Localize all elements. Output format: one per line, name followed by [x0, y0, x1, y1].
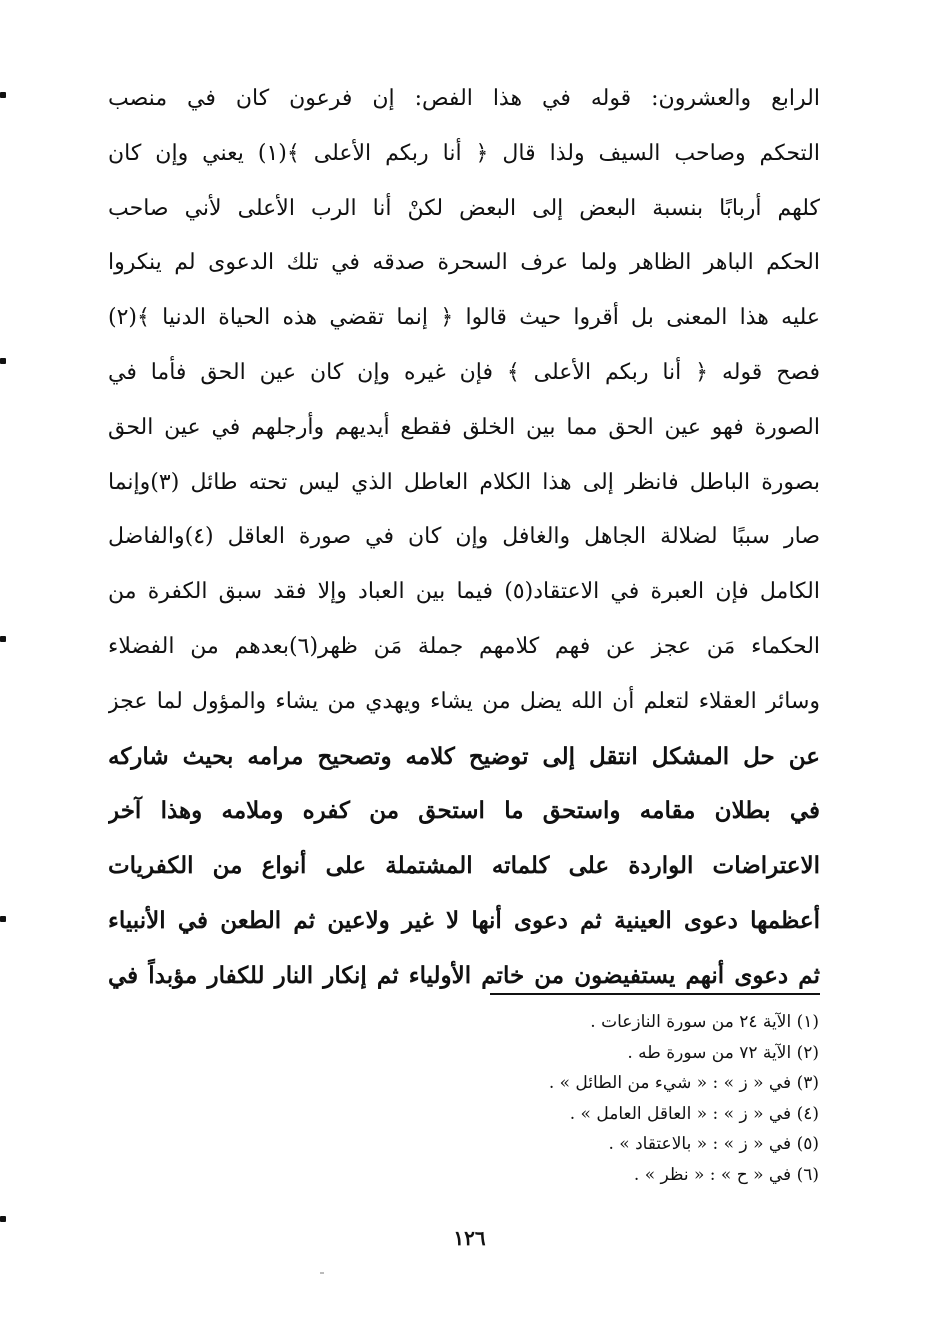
scan-speck — [320, 1272, 324, 1274]
text-line-bold: ثم دعوى أنهم يستفيضون من خاتم الأولياء ثم إنكار النار للكفار مؤبداً في — [108, 961, 820, 989]
text-line: صار سببًا لضلالة الجاهل والغافل وإن كان في صورة العاقل (٤)والفاضل — [108, 524, 820, 550]
footnote: (٤) في « ز » : « العاقل العامل » . — [569, 1103, 819, 1124]
scan-edge-mark — [0, 636, 6, 642]
scan-edge-mark — [0, 916, 6, 922]
text-line-bold: في بطلان مقامه واستحق ما استحق من كفره وملامه وهذا آخر — [108, 797, 820, 825]
text-line: بصورة الباطل فانظر إلى هذا الكلام العاطل الذي ليس تحته طائل (٣)وإنما — [108, 469, 820, 495]
footnote: (٦) في « ح » : « نظر » . — [633, 1164, 819, 1185]
text-line: الحكم الباهر الظاهر ولما عرف السحرة صدقه في تلك الدعوى لم ينكروا — [108, 250, 820, 276]
footnotes — [399, 1007, 819, 1191]
footnote: (٣) في « ز » : « شيء من الطائل » . — [548, 1073, 819, 1094]
text-line-bold: أعظمها دعوى العينية ثم دعوى أنها لا غير ولاعين ثم الطعن في الأنبياء — [108, 906, 820, 934]
text-line: فصح قوله ﴿ أنا ربكم الأعلى ﴾ فإن غيره وإن كان عين الحق فأما في — [108, 359, 820, 385]
text-line-bold: الاعتراضات الواردة على كلماته المشتملة على أنواع من الكفريات — [108, 852, 820, 880]
text-line-bold: عن حل المشكل انتقل إلى توضيح كلامه وتصحيح مرامه بحيث شاركه — [108, 742, 820, 770]
text-line: التحكم وصاحب السيف ولذا قال ﴿ أنا ربكم الأعلى ﴾(١) يعني وإن كان — [108, 140, 820, 166]
text-line: الكامل فإن العبرة في الاعتقاد(٥) فيما بين العباد وإلا فقد سبق الكفرة من — [108, 579, 820, 605]
footnote: (٢) الآية ٧٢ من سورة طه . — [627, 1042, 819, 1063]
footnote: (٥) في « ز » : « بالاعتقاد » . — [608, 1134, 819, 1155]
scan-edge-mark — [0, 92, 6, 98]
text-line: الحكماء مَن عجز عن فهم كلامهم جملة مَن ظهر(٦)بعدهم من الفضلاء — [108, 633, 820, 659]
text-line: الصورة فهو عين الحق مما بين الخلق فقطع أيديهم وأرجلهم في عين الحق — [108, 414, 820, 440]
text-line: كلهم أربابًا بنسبة البعض إلى البعض لكنْ أنا الرب الأعلى لأني صاحب — [108, 195, 820, 221]
footnote: (١) الآية ٢٤ من سورة النازعات . — [590, 1012, 819, 1032]
text-line: وسائر العقلاء لتعلم أن الله يضل من يشاء ويهدي من يشاء والمؤول لما عجز — [108, 688, 820, 714]
page-number: ١٢٦ — [453, 1226, 486, 1250]
footnote-separator — [490, 993, 820, 995]
main-text — [108, 72, 820, 1004]
text-line: الرابع والعشرون: قوله في هذا الفص: إن فرعون كان في منصب — [108, 86, 820, 111]
scan-edge-mark — [0, 1216, 6, 1222]
text-line: عليه هذا المعنى بل أقروا حيث قالوا ﴿ إنما تقضي هذه الحياة الدنيا ﴾(٢) — [108, 305, 820, 331]
scan-edge-mark — [0, 358, 6, 364]
